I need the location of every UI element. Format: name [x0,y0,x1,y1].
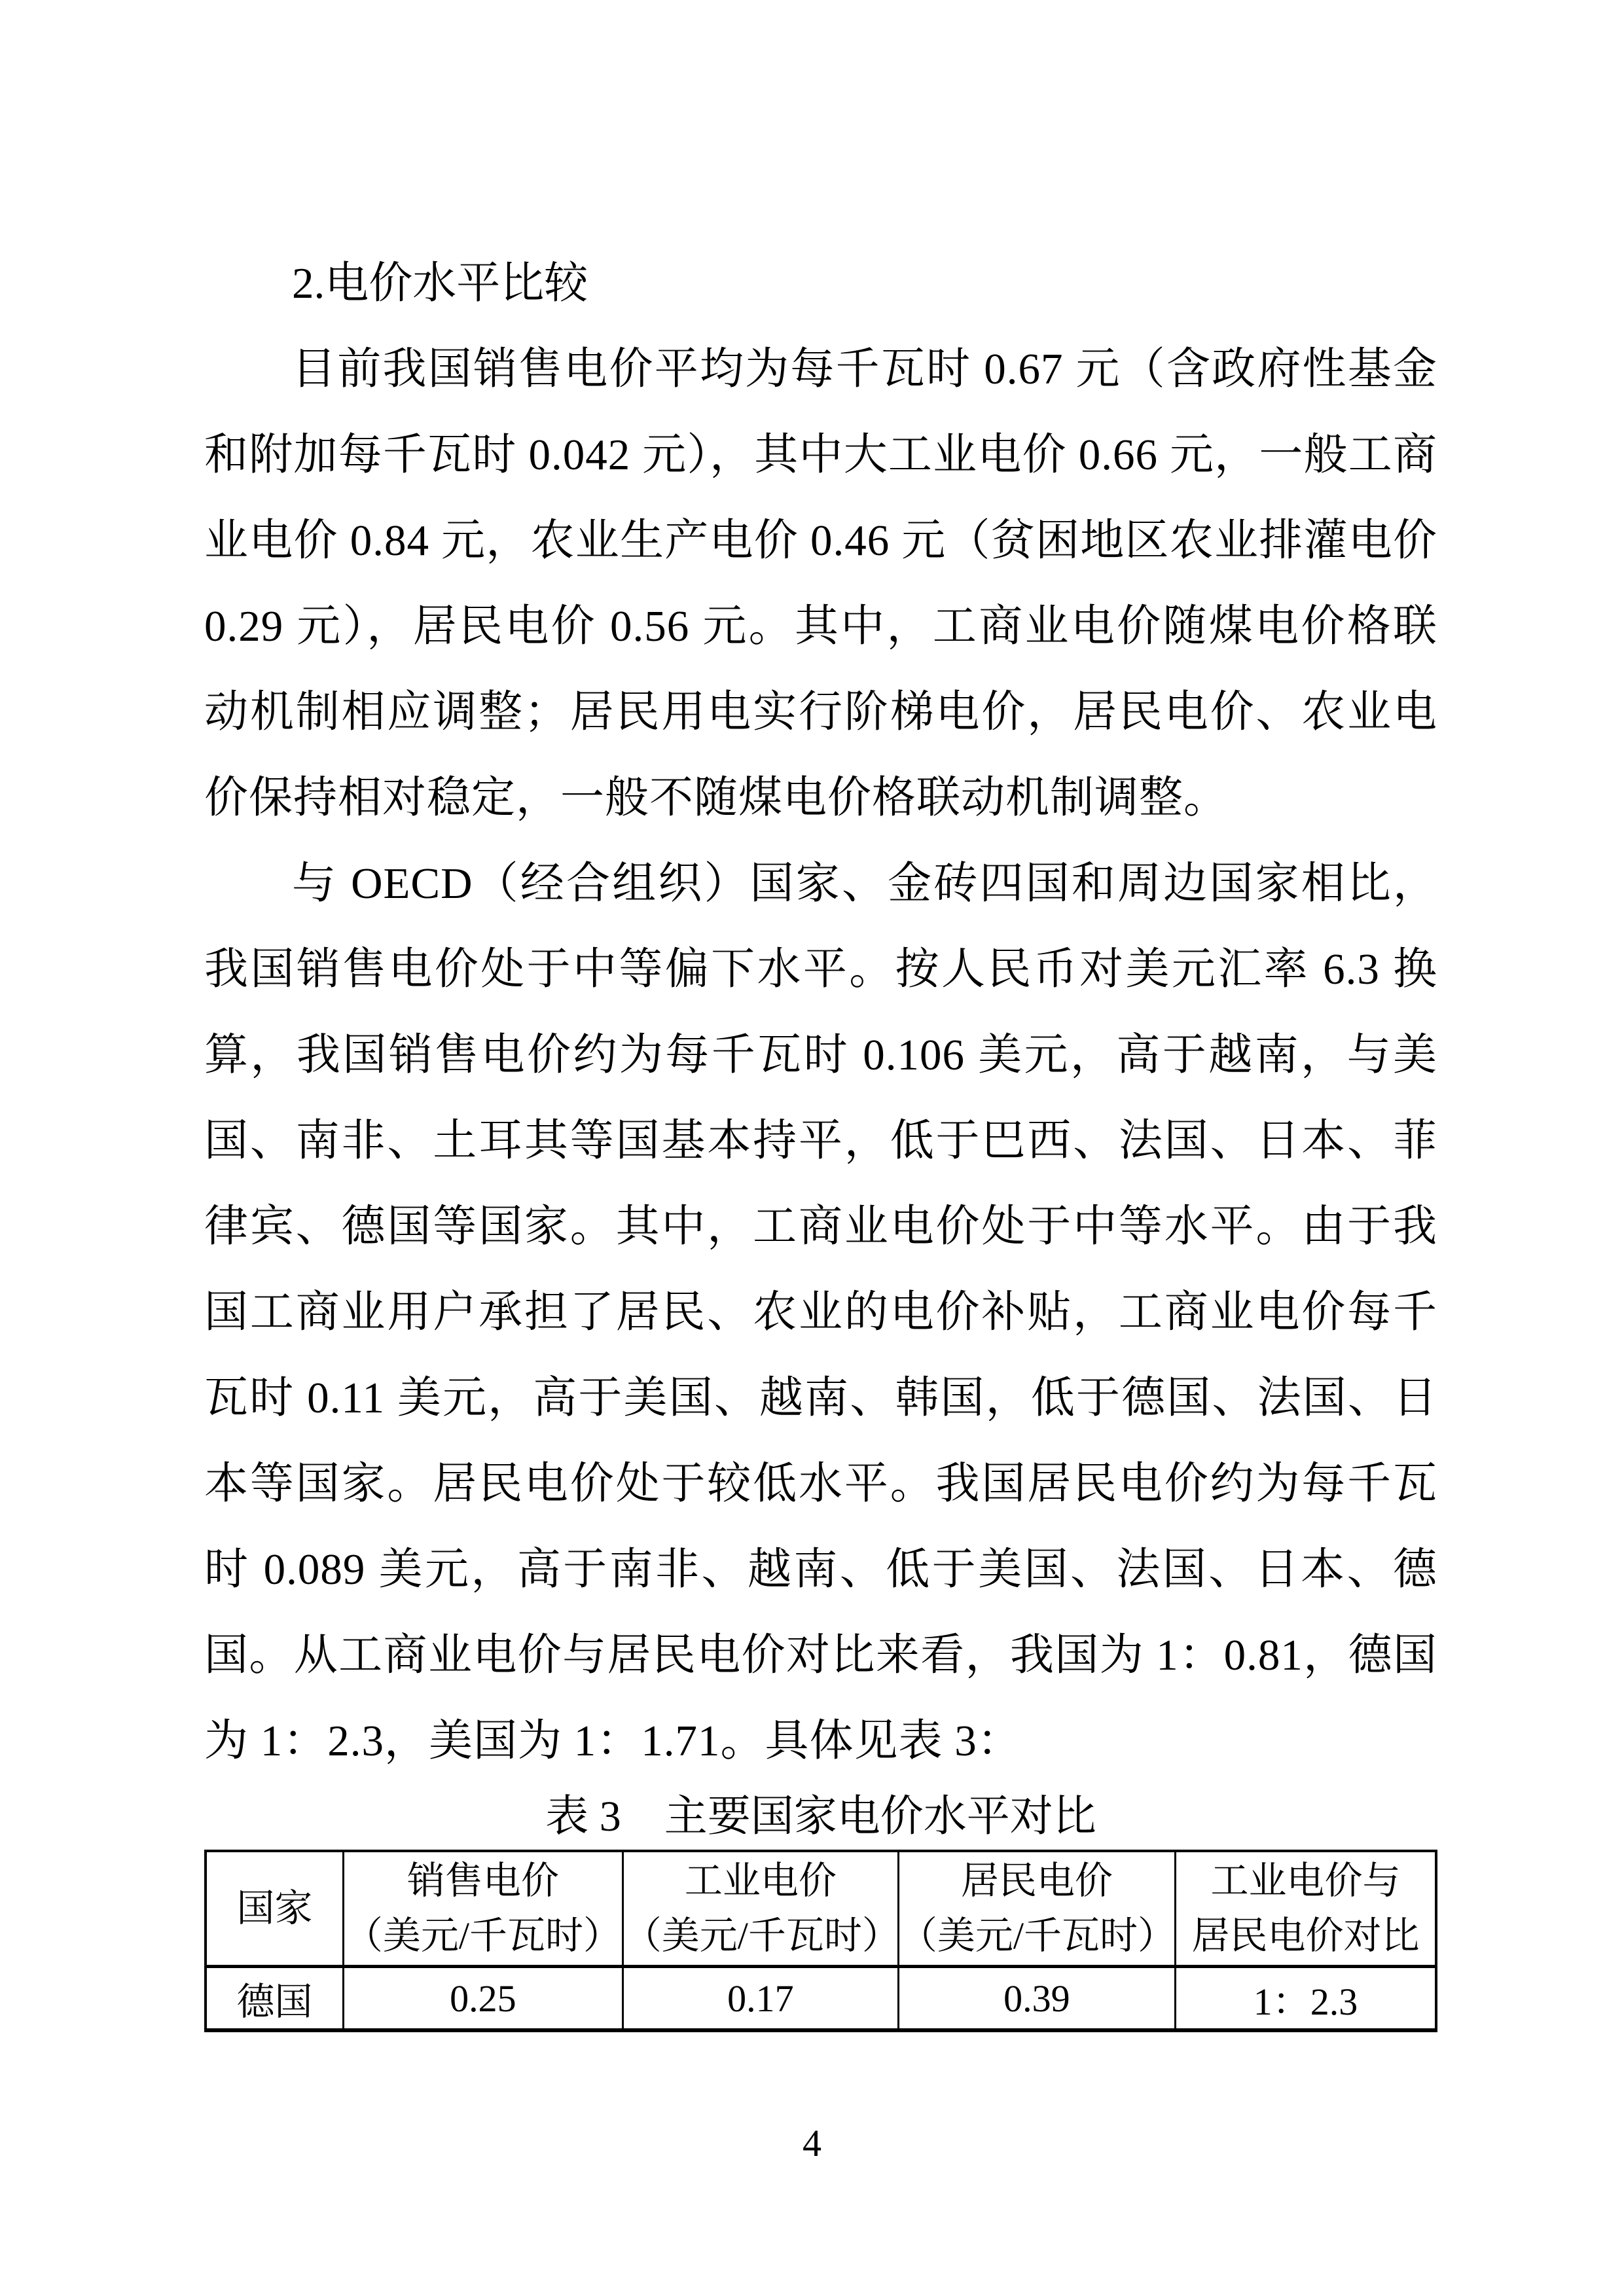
cell-industrial-price: 0.17 [623,1967,898,2031]
column-header-residential-price: 居民电价 （美元/千瓦时） [898,1851,1175,1967]
document-body [204,241,1437,2032]
paragraph-domestic-prices: 目前我国销售电价平均为每千瓦时 0.67 元（含政府性基金和附加每千瓦时 0.042 元），其中大工业电价 0.66 元，一般工商业电价 0.84 元，农业生产电价 0.46 元（贫困地区农业排灌电价 0.29 元），居民电价 0.56 元。其中，工商业电价随煤电价格联动机制相应调整；居民用电实行阶梯电价，居民电价、农业电价保持相对稳定，一般不随煤电价格联动机制调整。 [204,345,1437,822]
column-header-country [206,1851,344,1967]
table-header-row [206,1851,1436,1967]
cell-country: 德国 [206,1967,344,2031]
table-row-germany [206,1967,1436,2031]
page-number: 4 [803,2122,821,2164]
price-comparison-table [204,1850,1437,2032]
column-header-industrial-price: 工业电价 （美元/千瓦时） [623,1851,898,1967]
cell-price-ratio: 1：2.3 [1175,1967,1436,2031]
table-caption: 表 3 主要国家电价水平对比 [545,1793,1096,1840]
cell-retail-price: 0.25 [344,1967,623,2031]
section-heading: 2.电价水平比较 [292,259,588,308]
cell-residential-price: 0.39 [898,1967,1175,2031]
column-header-retail-price: 销售电价 （美元/千瓦时） [344,1851,623,1967]
column-header-price-ratio: 工业电价与 居民电价对比 [1175,1851,1436,1967]
column-header-country-label: 国家 [236,1887,313,1929]
paragraph-international-comparison: 与 OECD（经合组织）国家、金砖四国和周边国家相比，我国销售电价处于中等偏下水平。按人民币对美元汇率 6.3 换算，我国销售电价约为每千瓦时 0.106 美元，高于越南，与美国、南非、土耳其等国基本持平，低于巴西、法国、日本、菲律宾、德国等国家。其中，工商业电价处于中等水平。由于我国工商业用户承担了居民、农业的电价补贴，工商业电价每千瓦时 0.11 美元，高于美国、越南、韩国，低于德国、法国、日本等国家。居民电价处于较低水平。我国居民电价约为每千瓦时 0.089 美元，高于南非、越南、低于美国、法国、日本、德国。从工商业电价与居民电价对比来看，我国为 1：0.81，德国为 1：2.3，美国为 1：1.71。具体见表 3： [204,859,1437,1765]
